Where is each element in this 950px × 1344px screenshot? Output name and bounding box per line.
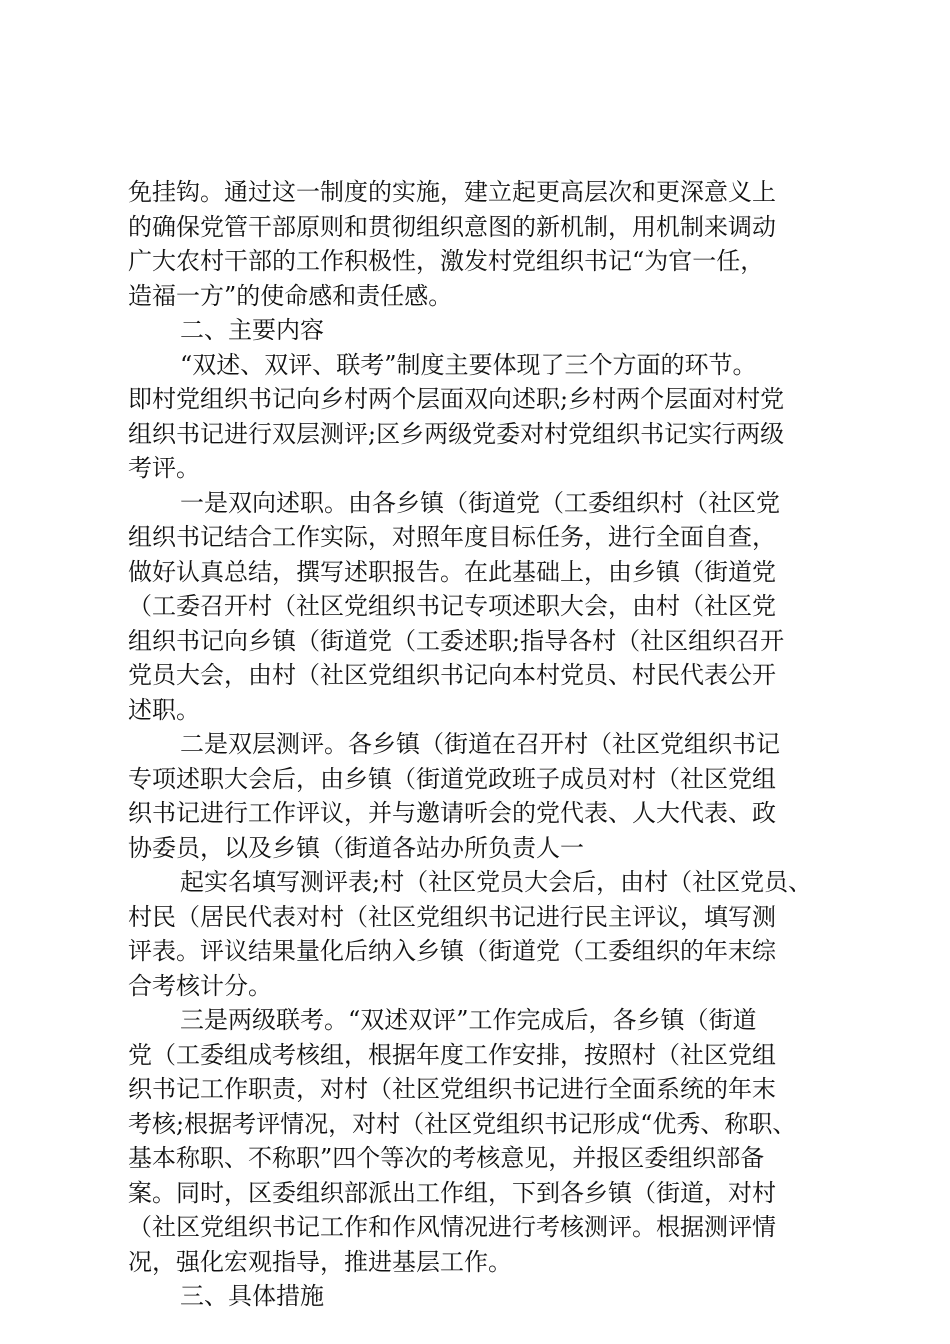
text-line: 免挂钩。通过这一制度的实施，建立起更高层次和更深意义上: [128, 178, 776, 206]
text-line: 案。同时，区委组织部派出工作组，下到各乡镇（街道，对村: [128, 1178, 776, 1207]
text-line: 评表。评议结果量化后纳入乡镇（街道党（工委组织的年末综: [128, 937, 776, 965]
text-line: 考核;根据考评情况，对村（社区党组织书记形成“优秀、称职、: [128, 1109, 797, 1138]
text-line: 村民（居民代表对村（社区党组织书记进行民主评议，填写测: [128, 902, 776, 931]
text-line: 织书记工作职责，对村（社区党组织书记进行全面系统的年末: [128, 1075, 776, 1103]
text-line: 考评。: [128, 454, 200, 482]
text-line: 组织书记进行双层测评;区乡两级党委对村党组织书记实行两级: [128, 419, 785, 448]
text-line: 即村党组织书记向乡村两个层面双向述职;乡村两个层面对村党: [128, 385, 785, 413]
text-line: （工委召开村（社区党组织书记专项述职大会，由村（社区党: [128, 592, 776, 620]
section-heading: 三、具体措施: [180, 1282, 324, 1310]
text-line: “双述、双评、联考”制度主要体现了三个方面的环节。: [180, 350, 757, 379]
text-line: 合考核计分。: [128, 971, 272, 1000]
document-body: [128, 175, 828, 1314]
text-line: 一是双向述职。由各乡镇（街道党（工委组织村（社区党: [180, 488, 780, 517]
text-line: 党员大会，由村（社区党组织书记向本村党员、村民代表公开: [128, 661, 776, 689]
text-line: 协委员，以及乡镇（街道各站办所负责人一: [128, 833, 584, 862]
text-line: 组织书记向乡镇（街道党（工委述职;指导各村（社区组织召开: [128, 626, 785, 655]
text-line: 做好认真总结，撰写述职报告。在此基础上，由乡镇（街道党: [128, 557, 776, 586]
text-line: 组织书记结合工作实际，对照年度目标任务，进行全面自查，: [128, 523, 776, 551]
text-line: 述职。: [128, 695, 200, 724]
section-heading: 二、主要内容: [180, 316, 324, 344]
text-line: 三是两级联考。“双述双评”工作完成后，各乡镇（街道: [180, 1006, 757, 1034]
text-line: （社区党组织书记工作和作风情况进行考核测评。根据测评情: [128, 1213, 776, 1241]
text-line: 况，强化宏观指导，推进基层工作。: [128, 1247, 512, 1276]
text-line: 起实名填写测评表;村（社区党员大会后，由村（社区党员、: [180, 868, 813, 896]
text-line: 二是双层测评。各乡镇（街道在召开村（社区党组织书记: [180, 730, 780, 758]
text-line: 织书记进行工作评议，并与邀请听会的党代表、人大代表、政: [128, 799, 776, 827]
text-line: 广大农村干部的工作积极性，激发村党组织书记“为官一任，: [128, 247, 765, 275]
text-line: 造福一方”的使命感和责任感。: [128, 281, 453, 310]
text-line: 党（工委组成考核组，根据年度工作安排，按照村（社区党组: [128, 1040, 776, 1069]
text-line: 基本称职、不称职”四个等次的考核意见，并报区委组织部备: [128, 1144, 765, 1172]
text-line: 专项述职大会后，由乡镇（街道党政班子成员对村（社区党组: [128, 764, 776, 793]
text-line: 的确保党管干部原则和贯彻组织意图的新机制，用机制来调动: [128, 212, 776, 241]
